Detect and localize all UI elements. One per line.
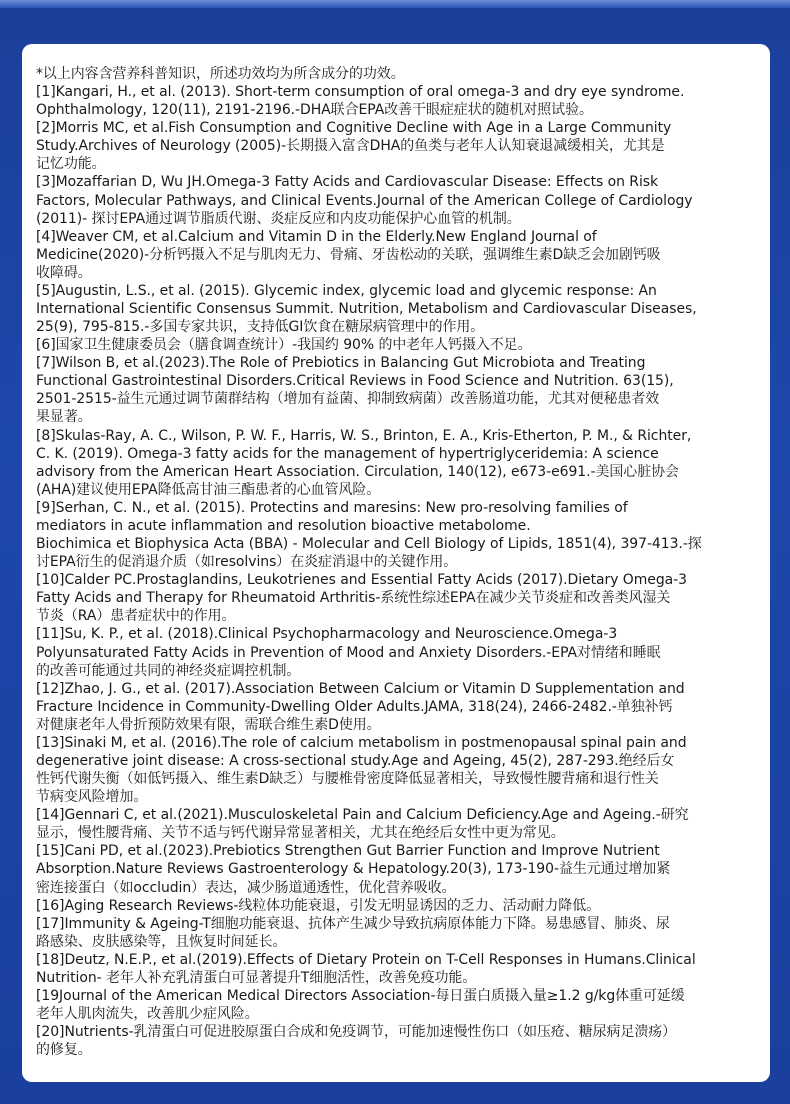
- reference-line: [15]Cani PD, et al.(2023).Prebiotics Strengthen Gut Barrier Function and Improve Nutrient: [36, 843, 660, 860]
- reference-line: [19Journal of the American Medical Directors Association-每日蛋白质摄入量≥1.2 g/kg体重可延缓: [36, 987, 685, 1004]
- reference-line: [10]Calder PC.Prostaglandins, Leukotrienes and Essential Fatty Acids (2017).Dietary Omega-3: [36, 572, 687, 589]
- reference-line: [1]Kangari, H., et al. (2013). Short-term consumption of oral omega-3 and dry eye syndrome.: [36, 84, 685, 101]
- reference-line: 收障碍。: [36, 264, 92, 281]
- reference-line: 节炎（RA）患者症状中的作用。: [36, 608, 236, 625]
- reference-line: [20]Nutrients-乳清蛋白可促进胶原蛋白合成和免疫调节，可能加速慢性伤口（如压疮、糖尿病足溃疡）: [36, 1024, 677, 1041]
- reference-line: Factors, Molecular Pathways, and Clinical Events.Journal of the American College of Cardiology: [36, 192, 693, 209]
- reference-line: 2501-2515-益生元通过调节菌群结构（增加有益菌、抑制致病菌）改善肠道功能，尤其对便秘患者效: [36, 391, 660, 408]
- reference-line: 果显著。: [36, 409, 92, 426]
- reference-line: [11]Su, K. P., et al. (2018).Clinical Psychopharmacology and Neuroscience.Omega-3: [36, 626, 618, 643]
- reference-line: Absorption.Nature Reviews Gastroenterology & Hepatology.20(3), 173-190-益生元通过增加紧: [36, 861, 671, 878]
- reference-line: Fracture Incidence in Community-Dwelling Older Adults.JAMA, 318(24), 2466-2482.-单独补钙: [36, 698, 673, 715]
- reference-line: Ophthalmology, 120(11), 2191-2196.-DHA联合EPA改善干眼症症状的随机对照试验。: [36, 102, 593, 119]
- reference-line: Nutrition- 老年人补充乳清蛋白可显著提升T细胞活性，改善免疫功能。: [36, 969, 477, 986]
- reference-line: (2011)- 探讨EPA通过调节脂质代谢、炎症反应和内皮功能保护心血管的机制。: [36, 210, 521, 227]
- reference-line: 对健康老年人骨折预防效果有限，需联合维生素D使用。: [36, 716, 381, 733]
- references-list: [36, 65, 758, 1059]
- reference-line: 的改善可能通过共同的神经炎症调控机制。: [36, 662, 301, 679]
- reference-line: [14]Gennari C, et al.(2021).Musculoskeletal Pain and Calcium Deficiency.Age and Ageing.-研究: [36, 807, 689, 824]
- reference-line: degenerative joint disease: A cross-sectional study.Age and Ageing, 45(2), 287-293.绝经后女: [36, 752, 675, 769]
- reference-line: mediators in acute inflammation and resolution bioactive metabolome.: [36, 517, 531, 534]
- reference-line: [16]Aging Research Reviews-线粒体功能衰退，引发无明显诱因的乏力、活动耐力降低。: [36, 897, 601, 914]
- reference-line: [17]Immunity & Ageing-T细胞功能衰退、抗体产生减少导致抗病原体能力下降。易患感冒、肺炎、尿: [36, 915, 670, 932]
- reference-line: [5]Augustin, L.S., et al. (2015). Glycemic index, glycemic load and glycemic response: An: [36, 282, 657, 299]
- reference-line: 性钙代谢失衡（如低钙摄入、维生素D缺乏）与腰椎骨密度降低显著相关，导致慢性腰背痛和退行性关: [36, 771, 659, 788]
- reference-line: Medicine(2020)-分析钙摄入不足与肌肉无力、骨痛、牙齿松动的关联，强调维生素D缺乏会加剧钙吸: [36, 246, 661, 263]
- reference-line: advisory from the American Heart Association. Circulation, 140(12), e673-e691.-美国心脏协会: [36, 463, 679, 480]
- reference-line: Biochimica et Biophysica Acta (BBA) - Molecular and Cell Biology of Lipids, 1851(4), 397-413.-探: [36, 536, 702, 553]
- reference-line: [8]Skulas-Ray, A. C., Wilson, P. W. F., Harris, W. S., Brinton, E. A., Kris-Etherton, P. M., & Richter,: [36, 427, 692, 444]
- reference-line: 密连接蛋白（如occludin）表达，减少肠道通透性，优化营养吸收。: [36, 879, 456, 896]
- reference-line: Fatty Acids and Therapy for Rheumatoid Arthritis-系统性综述EPA在减少关节炎症和改善类风湿关: [36, 590, 671, 607]
- reference-line: 25(9), 795-815.-多国专家共识，支持低GI饮食在糖尿病管理中的作用。: [36, 319, 485, 336]
- reference-line: 的修复。: [36, 1042, 92, 1059]
- reference-line: 记忆功能。: [36, 156, 106, 173]
- reference-line: [4]Weaver CM, et al.Calcium and Vitamin D in the Elderly.New England Journal of: [36, 228, 597, 245]
- reference-line: C. K. (2019). Omega-3 fatty acids for the management of hypertriglyceridemia: A science: [36, 445, 659, 462]
- reference-line: [6]国家卫生健康委员会（膳食调查统计）-我国约 90% 的中老年人钙摄入不足。: [36, 337, 532, 354]
- reference-line: [13]Sinaki M, et al. (2016).The role of calcium metabolism in postmenopausal spinal pain and: [36, 734, 687, 751]
- reference-line: [7]Wilson B, et al.(2023).The Role of Prebiotics in Balancing Gut Microbiota and Treating: [36, 355, 646, 372]
- reference-line: [12]Zhao, J. G., et al. (2017).Association Between Calcium or Vitamin D Supplementation and: [36, 680, 685, 697]
- reference-line: [3]Mozaffarian D, Wu JH.Omega-3 Fatty Acids and Cardiovascular Disease: Effects on Risk: [36, 174, 659, 191]
- reference-line: Study.Archives of Neurology (2005)-长期摄入富含DHA的鱼类与老年人认知衰退减缓相关，尤其是: [36, 138, 665, 155]
- reference-line: 老年人肌肉流失，改善肌少症风险。: [36, 1006, 259, 1023]
- reference-line: [18]Deutz, N.E.P., et al.(2019).Effects of Dietary Protein on T-Cell Responses in Humans.Clinical: [36, 951, 696, 968]
- reference-line: 显示，慢性腰背痛、关节不适与钙代谢异常显著相关，尤其在绝经后女性中更为常见。: [36, 825, 565, 842]
- reference-line: 讨EPA衍生的促消退介质（如resolvins）在炎症消退中的关键作用。: [36, 554, 458, 571]
- references-card: [22, 44, 770, 1082]
- reference-line: Functional Gastrointestinal Disorders.Critical Reviews in Food Science and Nutrition. 63(15),: [36, 373, 674, 390]
- reference-line: (AHA)建议使用EPA降低高甘油三酯患者的心血管风险。: [36, 481, 381, 498]
- reference-line: [9]Serhan, C. N., et al. (2015). Protectins and maresins: New pro-resolving families of: [36, 499, 628, 516]
- reference-line: [2]Morris MC, et al.Fish Consumption and Cognitive Decline with Age in a Large Community: [36, 120, 672, 137]
- reference-line: International Scientific Consensus Summit. Nutrition, Metabolism and Cardiovascular Diseases,: [36, 301, 697, 318]
- reference-line: *以上内容含营养科普知识，所述功效均为所含成分的功效。: [36, 66, 405, 82]
- reference-line: Polyunsaturated Fatty Acids in Prevention of Mood and Anxiety Disorders.-EPA对情绪和睡眠: [36, 644, 661, 661]
- top-decorative-strip: [0, 0, 790, 8]
- reference-line: 节病变风险增加。: [36, 789, 148, 806]
- reference-line: 路感染、皮肤感染等，且恢复时间延长。: [36, 933, 287, 950]
